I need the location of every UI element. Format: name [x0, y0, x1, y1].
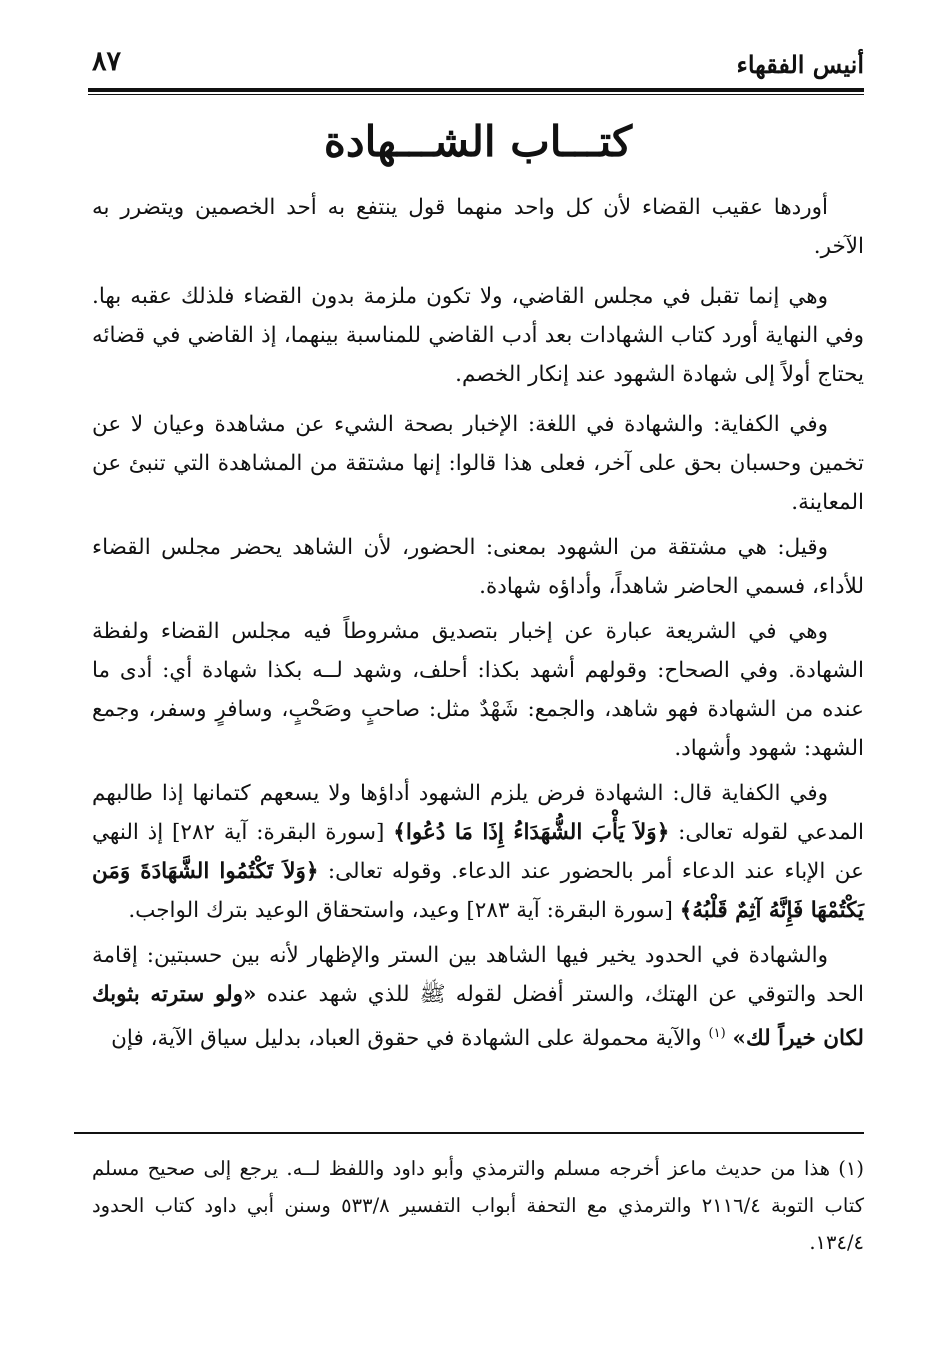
footnotes	[92, 1150, 864, 1261]
page-number: ٨٧	[92, 46, 122, 77]
paragraph: وهي في الشريعة عبارة عن إخبار بتصديق مشروطاً فيه مجلس القضاء ولفظة الشهادة. وفي الصحاح: وقولهم أشهد بكذا: أحلف، وشهد لــه بكذا شهادة أي: أدى ما عنده من الشهادة فهو شاهد، والجمع: شَهْدٌ مثل: صاحبٍ وصَحْبٍ، وسافرٍ وسفر، وجمع الشهد: شهود وأشهاد.	[92, 619, 864, 761]
quran-verse: ﴿وَلاَ تَكْتُمُوا الشَّهَادَةَ وَمَن يَكْتُمْهَا فَإِنَّهُ آثِمٌ قَلْبُهُ﴾	[92, 859, 864, 923]
paragraph-kifaya	[92, 774, 864, 930]
running-title: أنيس الفقهاء	[736, 50, 864, 79]
text-run: وفي الكفاية قال: الشهادة فرض يلزم الشهود أداؤها ولا يسعهم كتمانها إذا طالبهم المدعي لقوله تعالى:	[92, 781, 864, 845]
text-run: [سورة البقرة: آية ٢٨٣] وعيد، واستحقاق الوعيد بترك الواجب.	[128, 898, 680, 923]
chapter-title: كتـــاب الشـــهادة	[323, 117, 633, 166]
paragraph-hudud	[92, 936, 864, 1058]
footnote: (١) هذا من حديث ماعز أخرجه مسلم والترمذي وأبو داود واللفظ لــه. يرجع إلى صحيح مسلم كتاب التوبة ٢١١٦/٤ والترمذي مع التحفة أبواب التفسير ٥٣٣/٨ وسنن أبي داود كتاب الحدود ١٣٤/٤.	[92, 1157, 865, 1254]
paragraph: وفي الكفاية: والشهادة في اللغة: الإخبار بصحة الشيء عن مشاهدة وعيان لا عن تخمين وحسبان بحق على آخر، فعلى هذا قالوا: إنها مشتقة من المشاهدة التي تنبئ عن المعاينة.	[92, 412, 864, 515]
text-run: والشهادة في الحدود يخير فيها الشاهد بين الستر والإظهار لأنه بين حسبتين: إقامة الحد والتوقي عن الهتك، والستر أفضل لقوله ﷺ للذي شهد عنده	[92, 943, 864, 1007]
body-text	[92, 188, 864, 1064]
hadith-quote: «ولو سترته بثوبك لكان خيراً لك»	[92, 982, 864, 1052]
text-run: والآية محمولة على الشهادة في حقوق العباد، بدليل سياق الآية، فإن	[111, 1026, 709, 1052]
page-header	[92, 42, 864, 88]
header-rule	[88, 88, 864, 95]
paragraph: وقيل: هي مشتقة من الشهود بمعنى: الحضور، لأن الشاهد يحضر مجلس القضاء للأداء، فسمي الحاضر شاهداً، وأداؤه شهادة.	[92, 535, 864, 599]
paragraph: أوردها عقيب القضاء لأن كل واحد منهما قول ينتفع به أحد الخصمين ويتضرر به الآخر.	[92, 195, 864, 259]
paragraph: وهي إنما تقبل في مجلس القاضي، ولا تكون ملزمة بدون القضاء فلذلك عقبه بها. وفي النهاية أورد كتاب الشهادات بعد أدب القاضي للمناسبة بينهما، إذ القاضي في قضائه يحتاج أولاً إلى شهادة الشهود عند إنكار الخصم.	[92, 284, 864, 387]
footnote-rule	[74, 1132, 864, 1134]
quran-verse: ﴿وَلاَ يَأْبَ الشُّهَدَاءُ إِذَا مَا دُعُوا﴾	[393, 820, 670, 845]
text-run: [سورة البقرة: آية ٢٨٢] إذ النهي عن الإباء عند الدعاء أمر بالحضور عند الدعاء. وقوله تعالى:	[92, 820, 864, 884]
footnote-marker[interactable]: (١)	[708, 1026, 726, 1041]
